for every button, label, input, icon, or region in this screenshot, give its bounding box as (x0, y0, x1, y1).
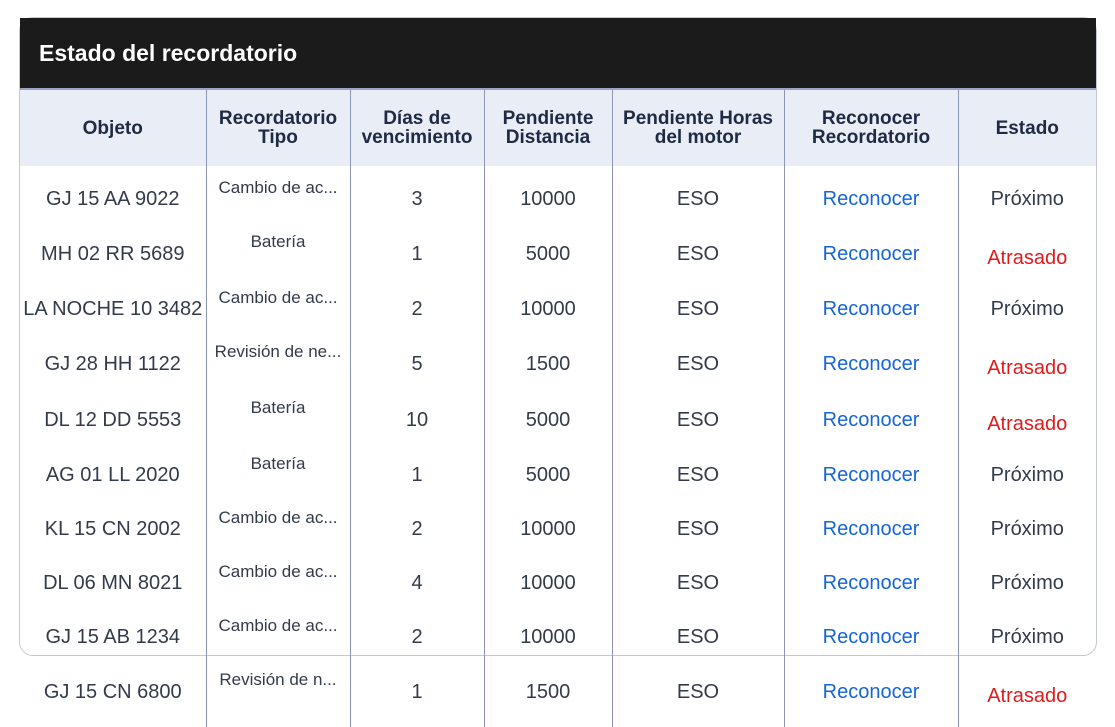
acknowledge-link[interactable]: Reconocer (822, 517, 920, 540)
header-object: Objeto (20, 89, 206, 166)
cell-object: GJ 15 AB 1234 (45, 625, 181, 648)
cell-acknowledge (784, 336, 958, 392)
cell-due-days: 2 (350, 610, 484, 664)
cell-engine-hours: ESO (612, 336, 784, 392)
cell-pending-distance: 10000 (484, 282, 612, 336)
cell-reminder-type: Cambio de ac... (206, 282, 350, 336)
spacer-cell (784, 720, 958, 727)
cell-pending-distance: 1500 (484, 336, 612, 392)
header-acknowledge-reminder: Reconocer Recordatorio (784, 89, 958, 166)
cell-due-days: 1 (350, 226, 484, 282)
cell-status: Atrasado (958, 226, 1096, 282)
acknowledge-link[interactable]: Reconocer (822, 571, 920, 594)
cell-pending-distance: 5000 (484, 392, 612, 448)
cell-reminder-type: Batería (206, 392, 350, 448)
table-row (20, 282, 1096, 336)
cell-object: DL 12 DD 5553 (44, 408, 182, 431)
acknowledge-link[interactable]: Reconocer (822, 680, 920, 703)
cell-status: Próximo (958, 282, 1096, 336)
cell-acknowledge (784, 226, 958, 282)
acknowledge-link[interactable]: Reconocer (822, 625, 920, 648)
table-row (20, 448, 1096, 502)
cell-reminder-type: Revisión de n... (206, 664, 350, 720)
cell-due-days: 1 (350, 448, 484, 502)
cell-acknowledge (784, 502, 958, 556)
cell-acknowledge (784, 392, 958, 448)
table-row (20, 392, 1096, 448)
spacer-cell (20, 720, 206, 727)
cell-reminder-type: Cambio de ac... (206, 166, 350, 226)
cell-engine-hours: ESO (612, 556, 784, 610)
cell-object: DL 06 MN 8021 (43, 571, 183, 594)
acknowledge-link[interactable]: Reconocer (822, 187, 920, 210)
cell-status: Atrasado (958, 336, 1096, 392)
header-pending-engine-hours: Pendiente Horas del motor (612, 89, 784, 166)
cell-engine-hours: ESO (612, 166, 784, 226)
table-row (20, 502, 1096, 556)
cell-reminder-type: Cambio de ac... (206, 556, 350, 610)
cell-acknowledge (784, 556, 958, 610)
cell-reminder-type: Batería (206, 448, 350, 502)
acknowledge-link[interactable]: Reconocer (822, 297, 920, 320)
cell-engine-hours: ESO (612, 392, 784, 448)
cell-due-days: 5 (350, 336, 484, 392)
spacer-cell (484, 720, 612, 727)
acknowledge-link[interactable]: Reconocer (822, 408, 920, 431)
table-bottom-spacer (20, 720, 1096, 727)
cell-engine-hours: ESO (612, 664, 784, 720)
cell-pending-distance: 10000 (484, 556, 612, 610)
cell-status: Próximo (958, 610, 1096, 664)
cell-engine-hours: ESO (612, 610, 784, 664)
cell-acknowledge (784, 610, 958, 664)
cell-object: LA NOCHE 10 3482 (23, 297, 203, 320)
cell-status: Próximo (958, 556, 1096, 610)
cell-status: Atrasado (958, 664, 1096, 720)
cell-pending-distance: 1500 (484, 664, 612, 720)
cell-engine-hours: ESO (612, 226, 784, 282)
spacer-cell (206, 720, 350, 727)
cell-pending-distance: 5000 (484, 226, 612, 282)
cell-due-days: 2 (350, 502, 484, 556)
cell-due-days: 2 (350, 282, 484, 336)
acknowledge-link[interactable]: Reconocer (822, 352, 920, 375)
table-row (20, 336, 1096, 392)
table-row (20, 664, 1096, 720)
spacer-cell (612, 720, 784, 727)
cell-pending-distance: 10000 (484, 610, 612, 664)
reminder-table (20, 88, 1096, 727)
cell-reminder-type: Revisión de ne... (206, 336, 350, 392)
table-row (20, 166, 1096, 226)
cell-pending-distance: 10000 (484, 502, 612, 556)
cell-reminder-type: Batería (206, 226, 350, 282)
cell-object: KL 15 CN 2002 (44, 517, 181, 540)
cell-acknowledge (784, 664, 958, 720)
cell-engine-hours: ESO (612, 502, 784, 556)
header-pending-distance: Pendiente Distancia (484, 89, 612, 166)
cell-acknowledge (784, 448, 958, 502)
cell-reminder-type: Cambio de ac... (206, 610, 350, 664)
cell-pending-distance: 5000 (484, 448, 612, 502)
table-row (20, 226, 1096, 282)
cell-due-days: 10 (350, 392, 484, 448)
cell-object: GJ 15 AA 9022 (46, 187, 180, 210)
spacer-cell (958, 720, 1096, 727)
spacer-cell (350, 720, 484, 727)
cell-acknowledge (784, 166, 958, 226)
acknowledge-link[interactable]: Reconocer (822, 463, 920, 486)
table-header-row (20, 89, 1096, 166)
cell-acknowledge (784, 282, 958, 336)
header-status: Estado (958, 89, 1096, 166)
cell-object: MH 02 RR 5689 (41, 242, 185, 265)
table-row (20, 610, 1096, 664)
cell-status: Próximo (958, 166, 1096, 226)
cell-status: Próximo (958, 502, 1096, 556)
cell-due-days: 3 (350, 166, 484, 226)
acknowledge-link[interactable]: Reconocer (822, 242, 920, 265)
cell-status: Atrasado (958, 392, 1096, 448)
cell-engine-hours: ESO (612, 448, 784, 502)
cell-engine-hours: ESO (612, 282, 784, 336)
table-row (20, 556, 1096, 610)
reminder-status-card (19, 17, 1097, 707)
cell-object: GJ 15 CN 6800 (43, 680, 182, 703)
cell-object: GJ 28 HH 1122 (44, 352, 181, 375)
cell-due-days: 4 (350, 556, 484, 610)
cell-object: AG 01 LL 2020 (45, 463, 180, 486)
cell-due-days: 1 (350, 664, 484, 720)
cell-reminder-type: Cambio de ac... (206, 502, 350, 556)
card-title: Estado del recordatorio (20, 18, 1096, 88)
header-reminder-type: Recordatorio Tipo (206, 89, 350, 166)
cell-pending-distance: 10000 (484, 166, 612, 226)
cell-status: Próximo (958, 448, 1096, 502)
header-due-days: Días de vencimiento (350, 89, 484, 166)
